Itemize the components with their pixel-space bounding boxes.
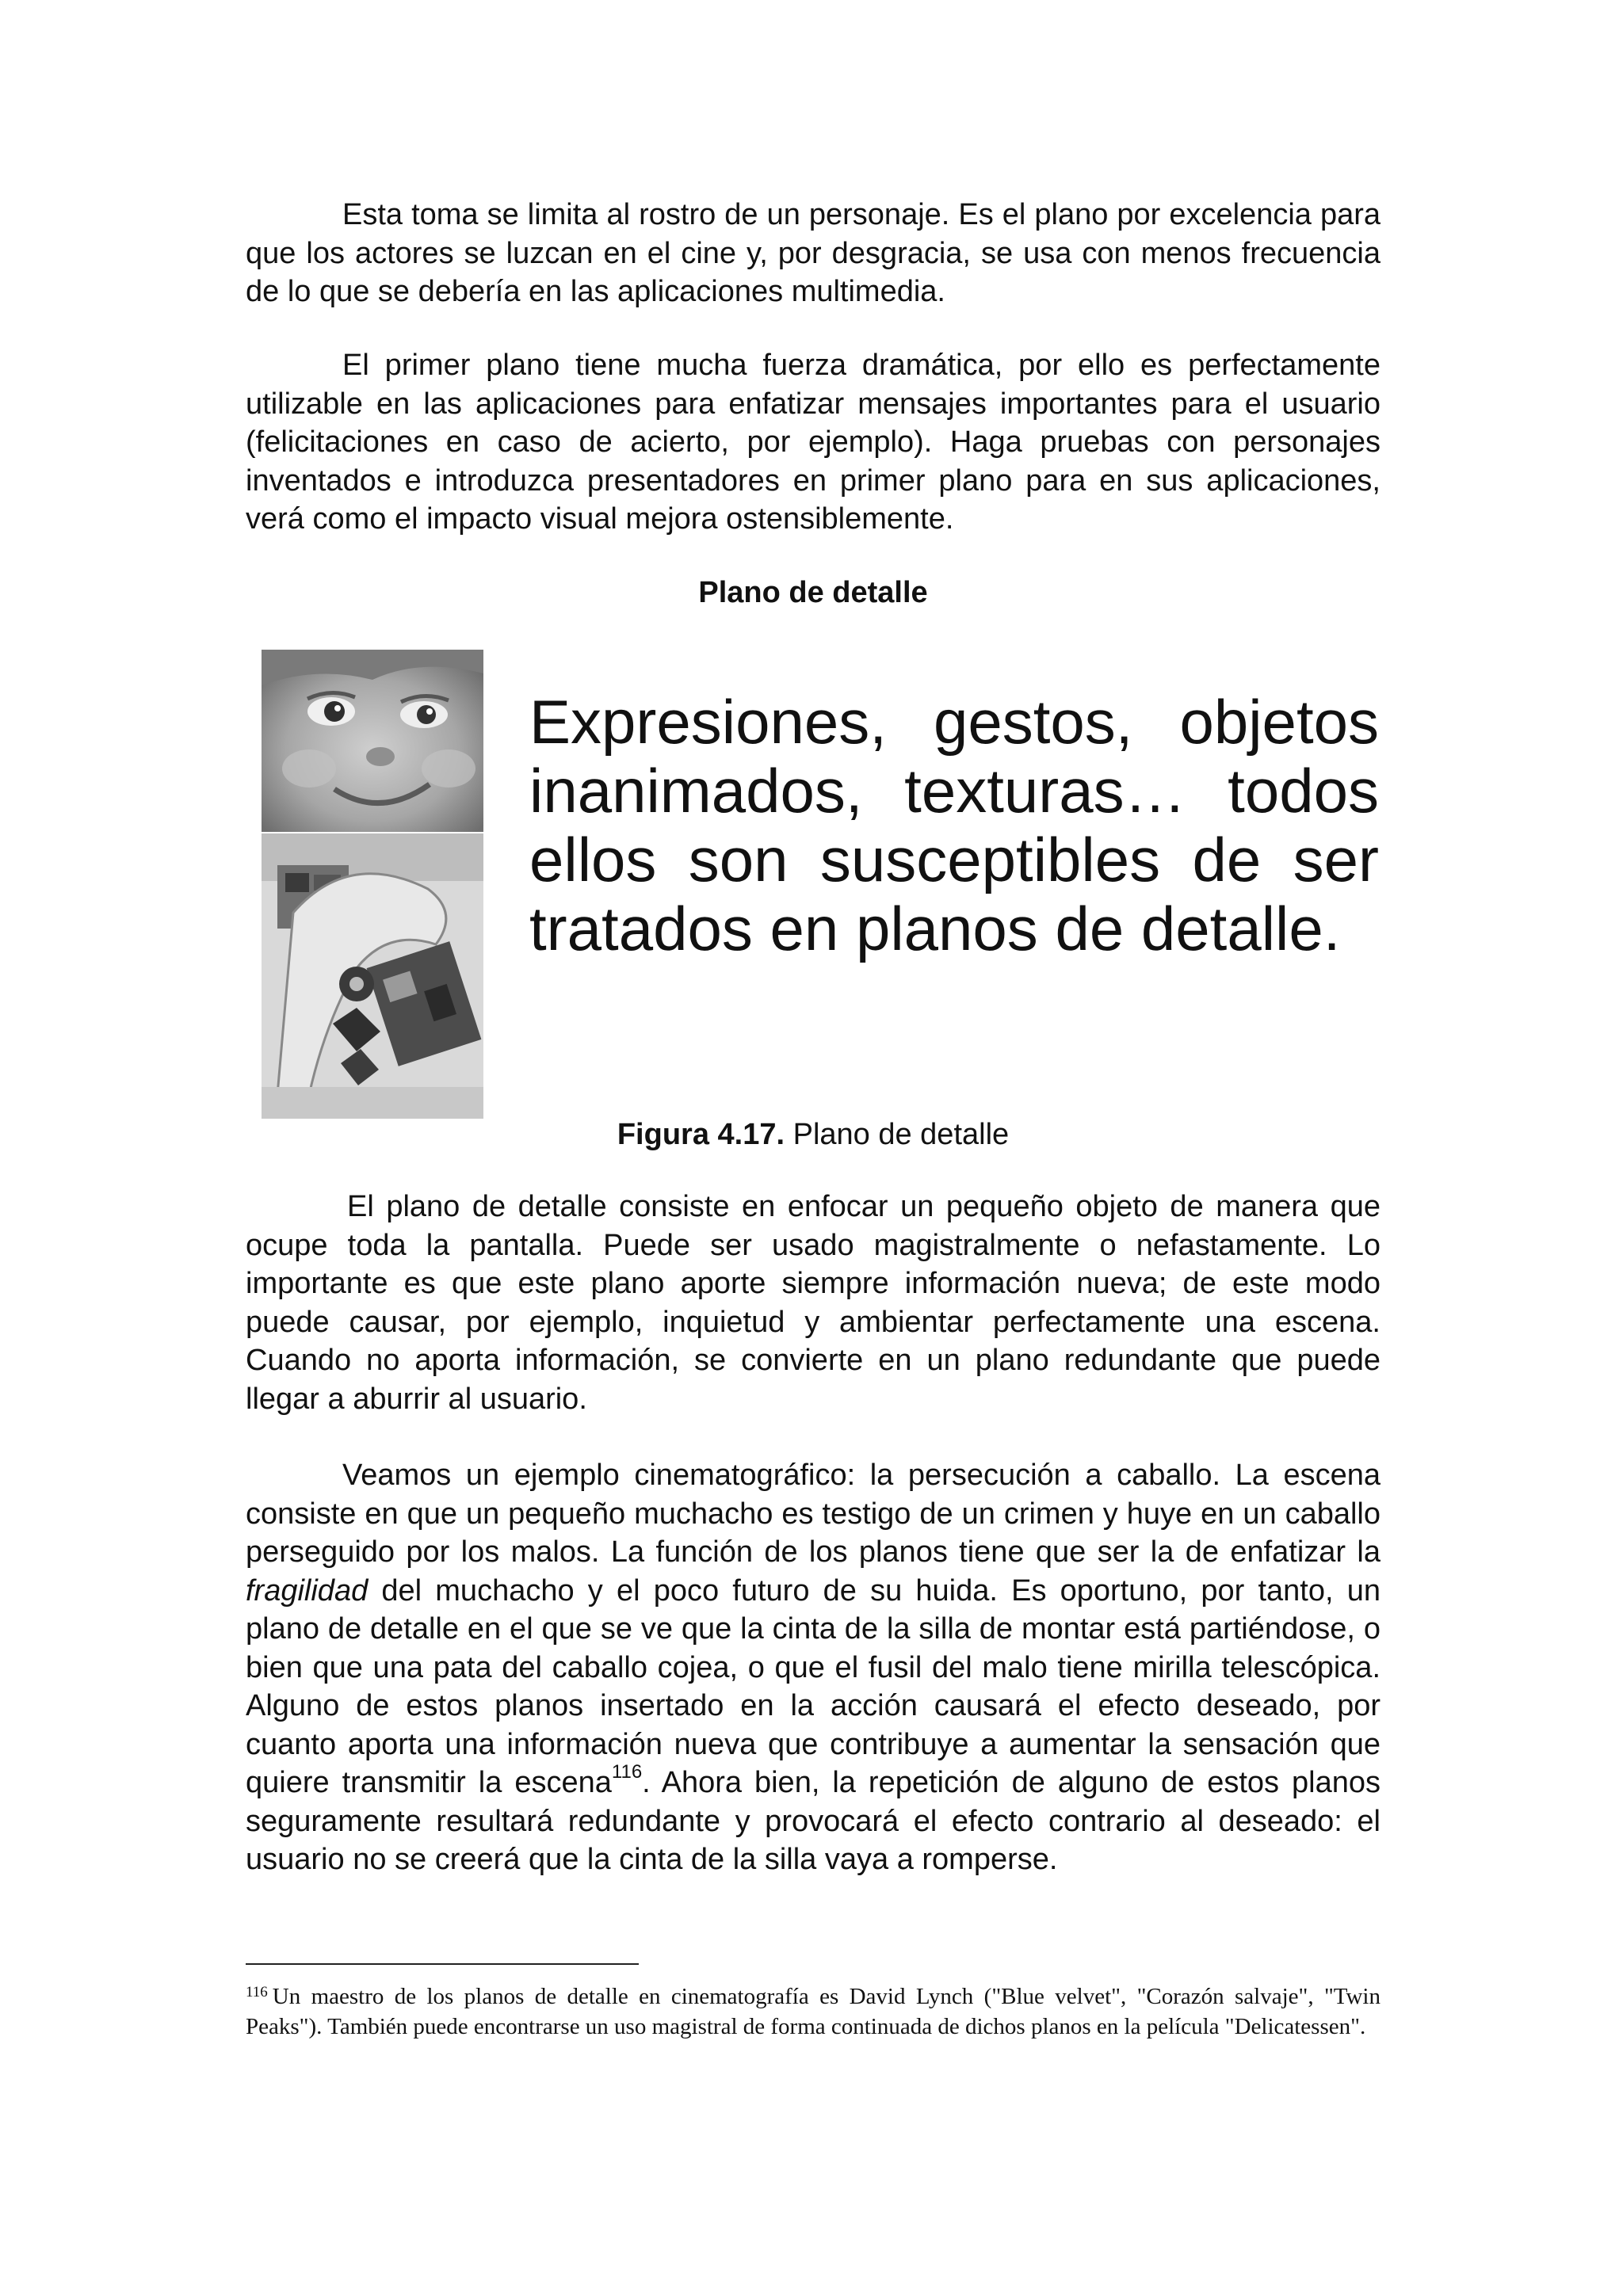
footnote-text: Un maestro de los planos de detalle en cinematografía es David Lynch ("Blue velvet", "Corazón salvaje", "Twin Peaks"). También puede encontrarse un uso magistral de forma continuada de dichos planos en la película "Delicatessen". xyxy=(246,1984,1381,2039)
paragraph-horse-chase-example xyxy=(246,1456,1381,1879)
figure-caption-text: Plano de detalle xyxy=(785,1118,1010,1151)
child-face-closeup-photo xyxy=(262,650,483,832)
emphasized-word: fragilidad xyxy=(246,1573,369,1608)
footnote-reference[interactable]: 116 xyxy=(611,1761,643,1783)
footnote xyxy=(246,1978,1381,2042)
figure-caption xyxy=(246,1118,1381,1152)
paragraph-close-up-usage: El primer plano tiene mucha fuerza dramática, por ello es perfectamente utilizable en las aplicaciones para enfatizar mensajes importantes para el usuario (felicitaciones en caso de acierto, por ejemplo). Haga pruebas con personajes inventados e introduzca presentadores en primer plano para en sus aplicaciones, verá como el impacto visual mejora ostensiblemente. xyxy=(246,349,1381,536)
paragraph-close-up-intro: Esta toma se limita al rostro de un personaje. Es el plano por excelencia para que los actores se luzcan en el cine y, por desgracia, se usa con menos frecuencia de lo que se debería en las aplicaciones multimedia. xyxy=(246,198,1381,308)
paragraph-detail-shot-definition: El plano de detalle consiste en enfocar un pequeño objeto de manera que ocupe toda la pantalla. Puede ser usado magistralmente o nefastamente. Lo importante es que este plano aporte siempre información nueva; de este modo puede causar, por ejemplo, inquietud y ambientar perfectamente una escena. Cuando no aporta información, se convierte en un plano redundante que puede llegar a aburrir al usuario. xyxy=(246,1190,1381,1416)
figure-caption-label: Figura 4.17. xyxy=(617,1118,785,1151)
hand-object-detail-photo xyxy=(262,833,483,1119)
paragraph-text-part-2: del muchacho y el poco futuro de su huida. Es oportuno, por tanto, un plano de detalle en el que se ve que la cinta de la silla de montar está partiéndose, o bien que una pata del caballo cojea, o que el fusil del malo tiene mirilla telescópica. Alguno de estos planos insertado en la acción causará el efecto deseado, por cuanto aporta una información nueva que contribuye a aumentar la sensación que quiere transmitir la escena xyxy=(246,1573,1381,1799)
figure-large-text: Expresiones, gestos, objetos inanimados, texturas… todos ellos son susceptibles de ser tratados en planos de detalle. xyxy=(529,687,1379,963)
footnote-separator xyxy=(246,1963,639,1965)
section-heading: Plano de detalle xyxy=(698,576,928,609)
figure-photos xyxy=(262,650,483,1119)
paragraph-text-part-1: Veamos un ejemplo cinematográfico: la persecución a caballo. La escena consiste en que un pequeño muchacho es testigo de un crimen y huye en un caballo perseguido por los malos. La función de los planos tiene que ser la de enfatizar la xyxy=(246,1459,1381,1569)
paragraph-text-part-3: . Ahora bien, la repetición de alguno de estos planos seguramente resultará redundante y provocará el efecto contrario al deseado: el usuario no se creerá que la cinta de la silla vaya a romperse. xyxy=(246,1766,1381,1876)
footnote-number: 116 xyxy=(246,1984,268,2000)
